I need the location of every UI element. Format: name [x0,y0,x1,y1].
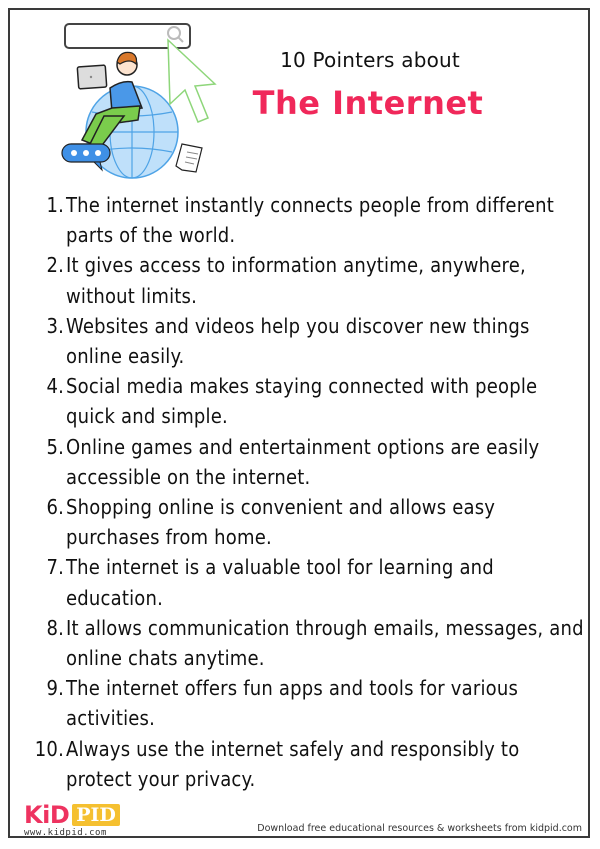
list-item [28,250,588,310]
item-number: 10. [34,736,64,761]
page-title: The Internet [252,84,484,122]
item-text: Always use the internet safely and responsibly to protect your privacy. [66,736,520,791]
item-number: 9. [46,676,64,701]
item-number: 1. [46,193,64,217]
logo-url[interactable]: www.kidpid.com [24,828,107,838]
list-item [28,432,588,492]
list-item [28,613,588,673]
list-item [28,673,588,733]
item-text: Social media makes staying connected with people quick and simple. [66,374,538,429]
item-text: It allows communication through emails, messages, and online chats anytime. [66,615,584,671]
kidpid-logo[interactable] [24,803,120,838]
item-number: 2. [46,253,64,278]
item-text: Shopping online is convenient and allows easy purchases from home. [66,495,496,550]
cursor-arrow-icon [168,40,215,122]
item-number: 5. [46,434,64,459]
logo-pid-text: PID [72,804,120,826]
list-item [28,492,588,552]
item-text: Online games and entertainment options are easily accessible on the internet. [66,434,540,489]
footer-download-note: Download free educational resources & worksheets from kidpid.com [257,823,582,834]
list-item [28,371,588,431]
item-text: The internet is a valuable tool for learning and education. [66,555,494,610]
item-text: The internet offers fun apps and tools for various activities. [66,676,519,731]
internet-illustration [50,20,220,180]
list-item [28,311,588,371]
item-text: Websites and videos help you discover new things online easily. [66,313,530,369]
item-number: 8. [46,615,64,640]
list-item [28,552,588,612]
item-number: 3. [46,313,64,338]
document-icon [176,144,202,172]
item-number: 6. [46,495,64,520]
item-number: 7. [46,555,64,580]
page-subtitle: 10 Pointers about [280,48,460,72]
item-number: 4. [46,374,64,399]
logo-wordmark [24,803,120,827]
list-item [28,734,588,794]
logo-kid-text: KiD [24,801,70,829]
item-text: It gives access to information anytime, anywhere, without limits. [66,253,526,308]
list-item [28,190,588,250]
pointers-list [28,190,588,794]
item-text: The internet instantly connects people from different parts of the world. [66,193,554,248]
